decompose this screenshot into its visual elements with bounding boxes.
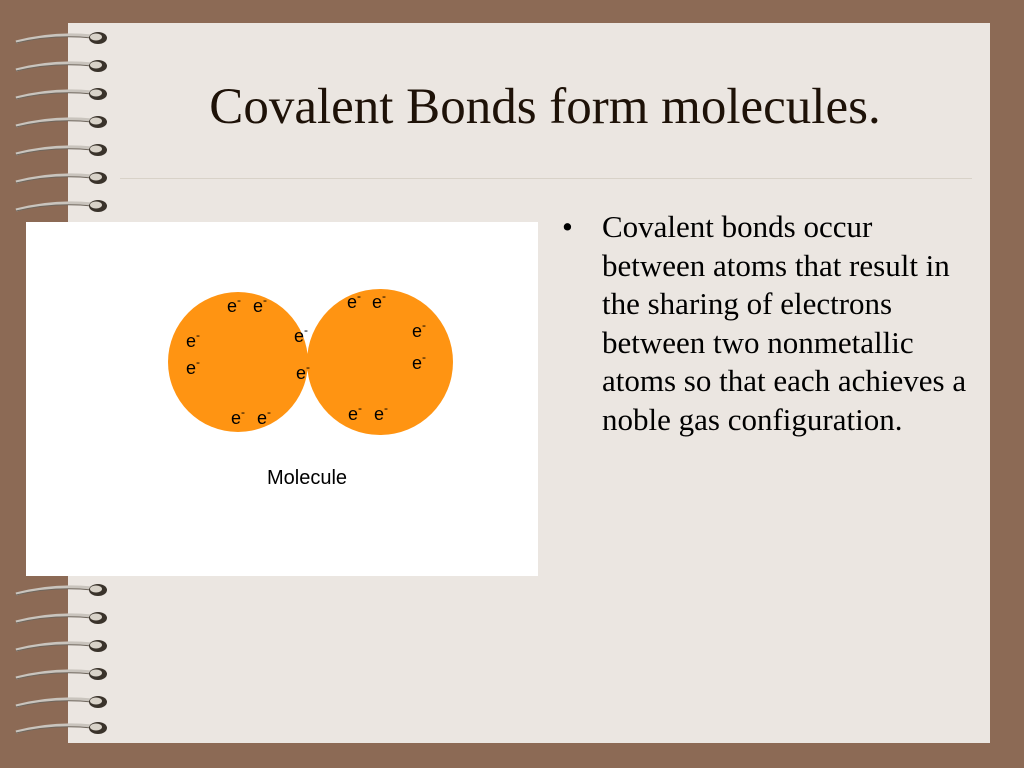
electron-label: e- <box>348 401 363 424</box>
electron-label: e- <box>412 318 427 341</box>
electron-label: e- <box>347 289 362 312</box>
electron-label: e- <box>186 355 201 378</box>
molecule-svg <box>26 222 538 576</box>
electron-label: e- <box>374 401 389 424</box>
title-divider <box>120 178 972 179</box>
spiral-ring <box>14 198 110 214</box>
electron-label: e- <box>296 360 311 383</box>
spiral-ring <box>14 720 110 736</box>
molecule-diagram <box>26 222 538 576</box>
spiral-ring <box>14 694 110 710</box>
bullet-marker: • <box>562 209 573 244</box>
spiral-ring <box>14 610 110 626</box>
spiral-ring <box>14 582 110 598</box>
electron-label: e- <box>231 405 246 428</box>
electron-label: e- <box>253 293 268 316</box>
spiral-ring <box>14 30 110 46</box>
spiral-ring <box>14 638 110 654</box>
electron-label: e- <box>412 350 427 373</box>
electron-label: e- <box>257 405 272 428</box>
electron-label: e- <box>186 328 201 351</box>
electron-label: e- <box>294 323 309 346</box>
spiral-ring <box>14 666 110 682</box>
spiral-ring <box>14 170 110 186</box>
electron-label: e- <box>227 293 242 316</box>
bullet-text: Covalent bonds occur between atoms that result in the sharing of electrons between two nonmetallic atoms so that each achieves a noble gas configuration. <box>602 209 967 437</box>
slide-title: Covalent Bonds form molecules. <box>209 79 881 135</box>
molecule-caption: Molecule <box>266 467 348 489</box>
bullet-item <box>562 208 982 439</box>
spiral-ring <box>14 142 110 158</box>
electron-label: e- <box>372 289 387 312</box>
spiral-ring <box>14 58 110 74</box>
bullet-list <box>562 208 982 439</box>
